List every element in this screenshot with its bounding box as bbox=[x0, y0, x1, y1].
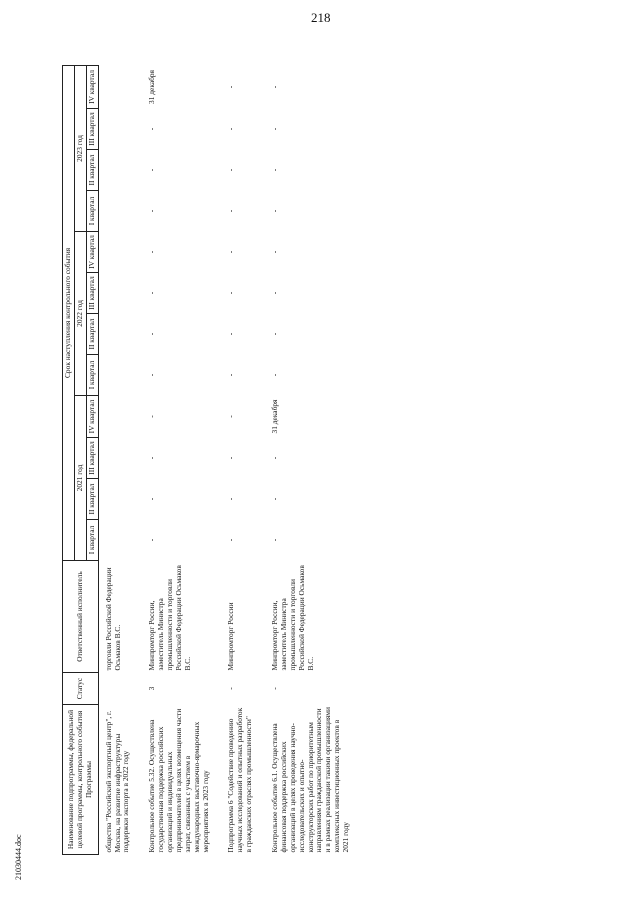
quarter-cell: - bbox=[226, 415, 236, 418]
header-quarter: II квартал bbox=[86, 479, 98, 520]
event-responsible: Минпромторг России bbox=[226, 602, 236, 671]
header-quarter: I квартал bbox=[86, 191, 98, 232]
event-status: - bbox=[226, 687, 236, 690]
quarter-cell: - bbox=[270, 168, 279, 172]
quarter-cell: - bbox=[147, 373, 157, 377]
quarter-cell bbox=[98, 109, 132, 150]
table-row bbox=[132, 65, 211, 854]
quarter-cell bbox=[98, 396, 132, 438]
quarter-cell bbox=[98, 479, 132, 520]
header-quarter: I квартал bbox=[86, 355, 98, 396]
quarter-cell bbox=[98, 65, 132, 108]
quarter-cell: - bbox=[226, 291, 236, 295]
header-year-2023: 2023 год bbox=[74, 65, 86, 231]
quarter-cell: - bbox=[226, 332, 236, 336]
event-responsible: Минпромторг России, заместитель Министра промышленности и торговли Российской Федерации Осьмаков В.С. bbox=[147, 565, 192, 671]
quarter-cell: - bbox=[147, 497, 157, 501]
event-name: Контрольное событие 5.32. Осуществлена государственная поддержка российских организаций и индивидуальных предпринимателей в целях возмещения части затрат, связанных с участием в международных выставочно-ярмарочных мероприятиях в 2023 году bbox=[147, 708, 210, 853]
header-quarter: IV квартал bbox=[86, 232, 98, 273]
quarter-cell: - bbox=[270, 250, 279, 254]
header-status: Статус bbox=[63, 673, 99, 705]
quarter-cell bbox=[98, 150, 132, 191]
header-quarter: IV квартал bbox=[86, 396, 98, 438]
event-responsible: торговли Российской Федерации Осьмаков В.С. bbox=[103, 567, 122, 671]
header-quarter: III квартал bbox=[86, 109, 98, 150]
quarter-cell: - bbox=[270, 85, 279, 89]
header-quarter: II квартал bbox=[86, 150, 98, 191]
quarter-cell: - bbox=[226, 373, 236, 377]
header-quarter: I квартал bbox=[86, 520, 98, 561]
quarter-cell: - bbox=[270, 209, 279, 213]
quarter-cell bbox=[98, 355, 132, 396]
document-table-container bbox=[62, 65, 542, 855]
quarter-cell: - bbox=[270, 127, 279, 131]
quarter-cell: - bbox=[226, 168, 236, 172]
quarter-cell: 31 декабря bbox=[147, 70, 157, 104]
quarter-cell bbox=[98, 520, 132, 561]
table-row bbox=[255, 65, 352, 854]
quarter-cell: - bbox=[226, 250, 236, 254]
quarter-cell bbox=[98, 438, 132, 479]
header-responsible: Ответственный исполнитель bbox=[63, 561, 99, 673]
quarter-cell: - bbox=[226, 538, 236, 542]
header-year-2022: 2022 год bbox=[74, 232, 86, 396]
quarter-cell: - bbox=[226, 497, 236, 501]
quarter-cell bbox=[98, 232, 132, 273]
header-quarter: IV квартал bbox=[86, 65, 98, 108]
quarter-cell: - bbox=[147, 538, 157, 542]
page-number: 218 bbox=[311, 10, 331, 25]
event-name: общества "Российский экспортный центр", г. Москва, на развитие инфраструктуры поддержки экспорта в 2022 году bbox=[103, 710, 131, 853]
quarter-cell bbox=[98, 314, 132, 355]
event-name: Подпрограмма 6 "Содействие проведению научных исследований и опытных разработок в гражданских отраслях промышленности" bbox=[226, 707, 254, 853]
header-quarter: III квартал bbox=[86, 273, 98, 314]
event-name: Контрольное событие 6.1. Осуществлена финансовая поддержка российских организаций в целях проведения научно-исследовательских и опытно-конструкторских работ по приоритетным направлениям гражданской промышленности и в рамках реализации такими организациями комплексных инвестиционных проектов в 2021 году bbox=[270, 707, 350, 853]
quarter-cell: - bbox=[147, 456, 157, 460]
header-name: Наименование подпрограммы, федеральной целевой программы, контрольного события Программы bbox=[63, 705, 99, 855]
quarter-cell: - bbox=[147, 127, 157, 131]
quarter-cell bbox=[98, 191, 132, 232]
table-row bbox=[211, 65, 255, 854]
quarter-cell: - bbox=[226, 85, 236, 89]
quarter-cell: - bbox=[226, 209, 236, 213]
event-status: 3 bbox=[147, 686, 157, 691]
table-body bbox=[98, 65, 352, 854]
quarter-cell: - bbox=[147, 168, 157, 172]
quarter-cell: - bbox=[226, 456, 236, 460]
quarter-cell: - bbox=[270, 373, 279, 377]
event-responsible: Минпромторг России, заместитель Министра промышленности и торговли Российской Федерации Осьмаков В.С. bbox=[270, 565, 315, 671]
quarter-cell bbox=[98, 273, 132, 314]
control-events-table bbox=[62, 65, 352, 855]
quarter-cell: - bbox=[270, 332, 279, 336]
header-year-2021: 2021 год bbox=[74, 396, 86, 561]
quarter-cell: - bbox=[147, 250, 157, 254]
quarter-cell: - bbox=[270, 291, 279, 295]
quarter-cell: - bbox=[147, 209, 157, 213]
quarter-cell: - bbox=[270, 497, 279, 501]
event-status bbox=[98, 673, 132, 705]
quarter-cell: - bbox=[270, 538, 279, 542]
header-term: Срок наступления контрольного события bbox=[63, 65, 75, 560]
event-status: - bbox=[270, 687, 279, 690]
table-row bbox=[98, 65, 132, 854]
header-quarter: II квартал bbox=[86, 314, 98, 355]
quarter-cell: 31 декабря bbox=[270, 399, 279, 434]
quarter-cell: - bbox=[226, 127, 236, 131]
quarter-cell: - bbox=[147, 332, 157, 336]
header-quarter: III квартал bbox=[86, 438, 98, 479]
quarter-cell: - bbox=[270, 456, 279, 460]
quarter-cell: - bbox=[147, 415, 157, 418]
quarter-cell: - bbox=[147, 291, 157, 295]
footer-filename: 21030444.doc bbox=[14, 834, 23, 880]
